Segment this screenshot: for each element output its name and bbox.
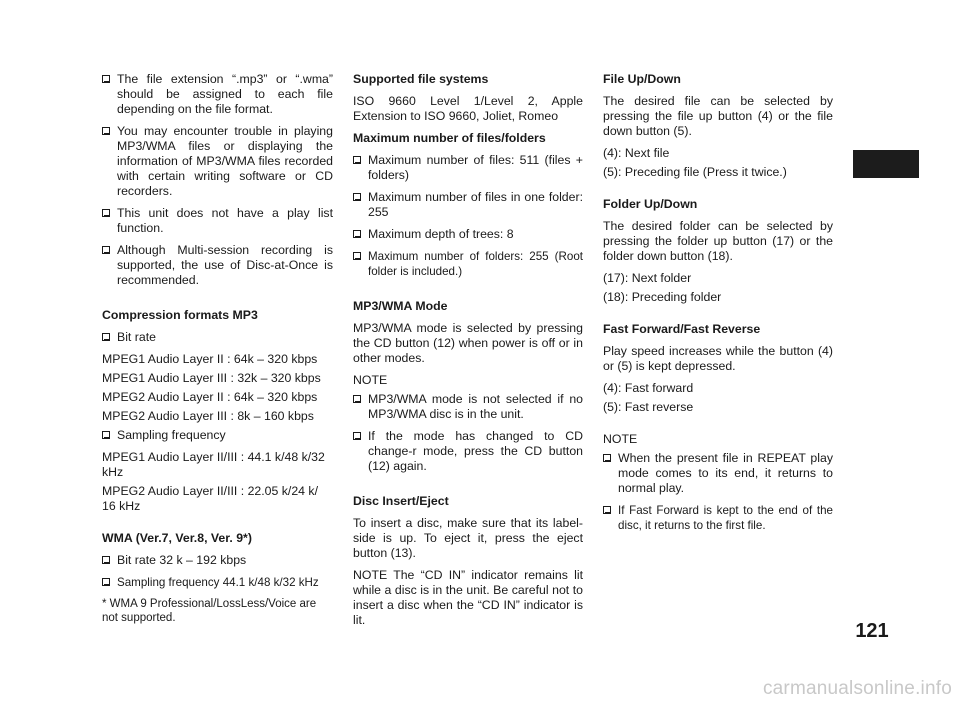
checkbox-bullet-icon <box>353 193 361 201</box>
ff-line: (5): Fast reverse <box>603 400 694 414</box>
note-label: NOTE <box>603 432 638 446</box>
sampling-line: MPEG1 Audio Layer II/III : 44.1 k/48 k/32 kHz <box>102 450 325 479</box>
ff-heading: Fast Forward/Fast Reverse <box>603 322 761 336</box>
column-2 <box>353 72 583 635</box>
list-item: Sampling frequency <box>102 428 333 443</box>
checkbox-bullet-icon <box>353 156 361 164</box>
list-item: The file extension “.mp3” or “.wma” should be assigned to each file depending on the file format. <box>102 72 333 117</box>
list-item: Bit rate 32 k – 192 kbps <box>102 553 333 568</box>
list-item: If the mode has changed to CD change-r mode, press the CD button (12) again. <box>353 429 583 474</box>
disc-heading: Disc Insert/Eject <box>353 494 449 508</box>
checkbox-bullet-icon <box>102 127 110 135</box>
note-label: NOTE <box>353 373 388 387</box>
supported-text: ISO 9660 Level 1/Level 2, Apple Extension to ISO 9660, Joliet, Romeo <box>353 94 583 123</box>
section-tab-marker <box>853 150 919 178</box>
checkbox-bullet-icon <box>102 75 110 83</box>
list-item: You may encounter trouble in playing MP3/WMA files or displaying the information of MP3/WMA files recorded with certain writing software or CD recorders. <box>102 124 333 199</box>
folder-heading: Folder Up/Down <box>603 197 698 211</box>
list-item: Maximum number of files: 511 (files + folders) <box>353 153 583 183</box>
bit-rate-line: MPEG2 Audio Layer II : 64k – 320 kbps <box>102 390 318 404</box>
checkbox-bullet-icon <box>102 209 110 217</box>
max-files-heading: Maximum number of files/folders <box>353 131 546 145</box>
page-number: 121 <box>855 620 889 642</box>
bit-rate-line: MPEG1 Audio Layer III : 32k – 320 kbps <box>102 371 321 385</box>
column-1 <box>102 72 333 625</box>
checkbox-bullet-icon <box>353 252 361 260</box>
disc-note: NOTE The “CD IN” indicator remains lit while a disc is in the unit. Be careful not to insert a disc when the “CD IN” indicator is lit. <box>353 568 583 627</box>
list-item: Maximum number of folders: 255 (Root folder is included.) <box>353 249 583 279</box>
checkbox-bullet-icon <box>102 578 110 586</box>
ff-text: Play speed increases while the button (4) or (5) is kept depressed. <box>603 344 833 373</box>
ff-line: (4): Fast forward <box>603 381 694 395</box>
mode-text: MP3/WMA mode is selected by pressing the CD button (12) when power is off or in other modes. <box>353 321 583 365</box>
list-item: Sampling frequency 44.1 k/48 k/32 kHz <box>102 575 333 590</box>
file-text: The desired file can be selected by pressing the file up button (4) or the file down button (5). <box>603 94 833 138</box>
folder-line: (17): Next folder <box>603 271 692 285</box>
checkbox-bullet-icon <box>353 230 361 238</box>
mode-heading: MP3/WMA Mode <box>353 299 448 313</box>
checkbox-bullet-icon <box>353 395 361 403</box>
list-item: Bit rate <box>102 330 333 345</box>
checkbox-bullet-icon <box>603 506 611 514</box>
wma-heading: WMA (Ver.7, Ver.8, Ver. 9*) <box>102 531 252 545</box>
column-3 <box>603 72 833 540</box>
footnote: * WMA 9 Professional/LossLess/Voice are not supported. <box>102 598 317 624</box>
bit-rate-line: MPEG1 Audio Layer II : 64k – 320 kbps <box>102 352 318 366</box>
file-line: (4): Next file <box>603 146 670 160</box>
disc-text: To insert a disc, make sure that its label-side is up. To eject it, press the eject button (13). <box>353 516 583 560</box>
list-item: Maximum number of files in one folder: 255 <box>353 190 583 220</box>
file-heading: File Up/Down <box>603 72 681 86</box>
folder-text: The desired folder can be selected by pressing the folder up button (17) or the folder down button (18). <box>603 219 833 263</box>
list-item: Maximum depth of trees: 8 <box>353 227 583 242</box>
bit-rate-line: MPEG2 Audio Layer III : 8k – 160 kbps <box>102 409 314 423</box>
list-item: If Fast Forward is kept to the end of the disc, it returns to the first file. <box>603 503 833 533</box>
file-line: (5): Preceding file (Press it twice.) <box>603 165 787 179</box>
sampling-line: MPEG2 Audio Layer II/III : 22.05 k/24 k/ 16 kHz <box>102 484 318 513</box>
checkbox-bullet-icon <box>102 333 110 341</box>
folder-line: (18): Preceding folder <box>603 290 722 304</box>
list-item: When the present file in REPEAT play mode comes to its end, it returns to normal play. <box>603 451 833 496</box>
list-item: MP3/WMA mode is not selected if no MP3/WMA disc is in the unit. <box>353 392 583 422</box>
checkbox-bullet-icon <box>603 454 611 462</box>
checkbox-bullet-icon <box>102 246 110 254</box>
checkbox-bullet-icon <box>102 431 110 439</box>
supported-heading: Supported file systems <box>353 72 489 86</box>
checkbox-bullet-icon <box>353 432 361 440</box>
compression-heading: Compression formats MP3 <box>102 308 258 322</box>
watermark: carmanualsonline.info <box>762 678 952 699</box>
list-item: This unit does not have a play list function. <box>102 206 333 236</box>
list-item: Although Multi-session recording is supported, the use of Disc-at-Once is recommended. <box>102 243 333 288</box>
checkbox-bullet-icon <box>102 556 110 564</box>
